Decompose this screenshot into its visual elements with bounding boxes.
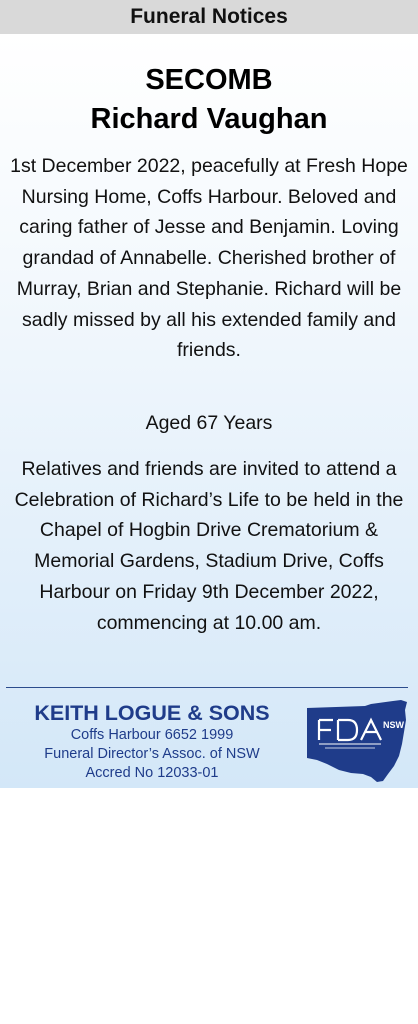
notice-paragraph-death: 1st December 2022, peacefully at Fresh Hope Nursing Home, Coffs Harbour. Beloved and caring father of Jesse and Benjamin. Loving grandad of Annabelle. Cherished brother of Murray, Brian and Stephanie. Richard will be sadly missed by all his extended family and friends.	[10, 155, 408, 362]
section-title: Funeral Notices	[130, 5, 288, 28]
funeral-director-accreditation: Accred No 12033-01	[85, 765, 219, 781]
logo-state-text: NSW	[383, 720, 404, 730]
notice-age: Aged 67 Years	[145, 412, 273, 434]
divider	[6, 687, 408, 688]
funeral-director-name: KEITH LOGUE & SONS	[34, 701, 270, 725]
deceased-given-names: Richard Vaughan	[90, 103, 328, 135]
funeral-director-association: Funeral Director’s Assoc. of NSW	[44, 746, 260, 762]
fda-nsw-logo	[305, 698, 409, 784]
notice-paragraph-service: Relatives and friends are invited to attend a Celebration of Richard’s Life to be held in the Chapel of Hogbin Drive Crematorium & Memorial Gardens, Stadium Drive, Coffs Harbour on Friday 9th December 2022, commencing at 10.00 am.	[14, 458, 404, 634]
deceased-surname: SECOMB	[145, 64, 273, 96]
funeral-director-phone: Coffs Harbour 6652 1999	[70, 727, 234, 743]
funeral-notice	[0, 34, 418, 788]
section-header	[0, 0, 418, 34]
